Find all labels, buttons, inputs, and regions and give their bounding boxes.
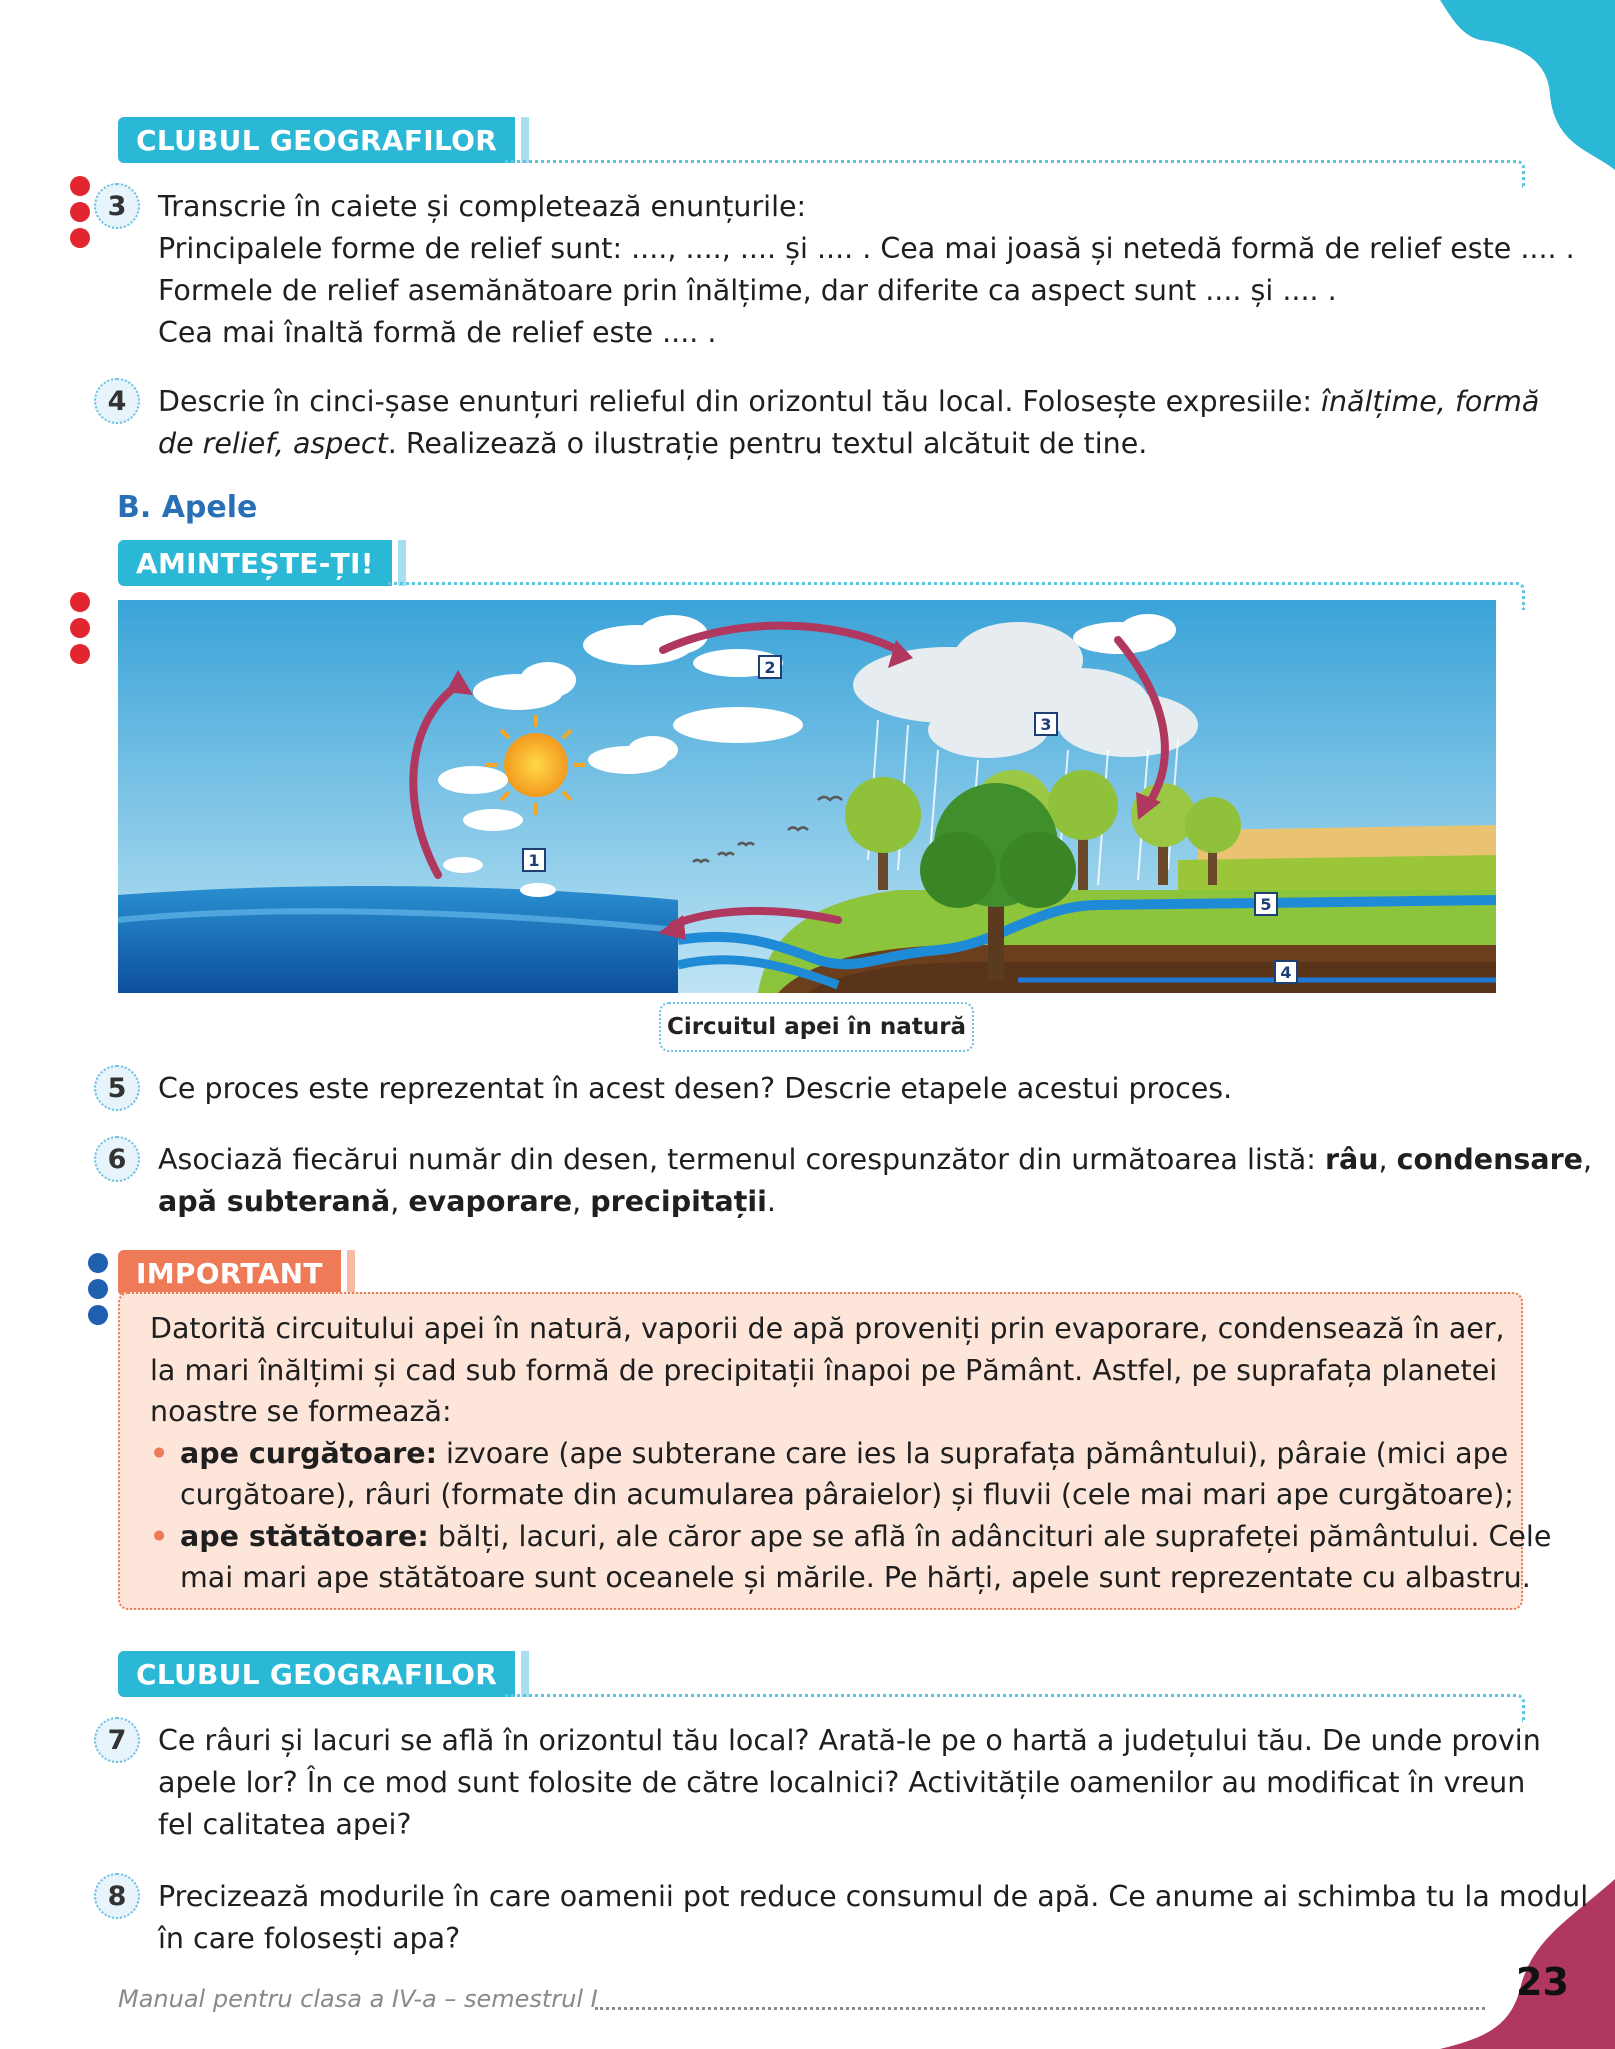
term: apă subterană	[158, 1185, 391, 1218]
important-tag	[118, 1250, 341, 1296]
page-number: 23	[1516, 1960, 1569, 2004]
bullet-text: izvoare (ape subterane care ies la suprafața pământului), pâraie (mici ape	[436, 1436, 1509, 1470]
question-4-italic-terms: de relief, aspect	[158, 427, 388, 460]
important-line: la mari înălțimi și cad sub formă de precipitații înapoi pe Pământ. Astfel, pe suprafața planetei	[150, 1353, 1498, 1387]
water-cycle-illustration	[118, 600, 1496, 993]
bullet-item	[150, 1433, 1514, 1516]
question-7-line: Ce râuri și lacuri se află în orizontul tău local? Arată-le pe o hartă a județului tău. De unde provin	[158, 1724, 1541, 1757]
red-dots-marker	[70, 592, 90, 664]
club-geografilor-tag	[118, 117, 515, 163]
important-label: IMPORTANT	[136, 1256, 323, 1290]
question-number: 8	[94, 1873, 140, 1919]
diagram-label-1: 1	[522, 848, 546, 872]
question-4-text-part: . Realizează o ilustrație pentru textul alcătuit de tine.	[387, 427, 1148, 460]
club-geografilor-label: CLUBUL GEOGRAFILOR	[136, 1657, 498, 1691]
corner-decoration-top	[1440, 0, 1615, 170]
question-6-text-part: Asociază fiecărui număr din desen, termenul corespunzător din următoarea listă:	[158, 1143, 1325, 1176]
dotted-divider	[505, 160, 1525, 188]
footer-dotted-line	[595, 2007, 1485, 2010]
question-3-line: Formele de relief asemănătoare prin înălțime, dar diferite ca aspect sunt .... și .... .	[158, 274, 1337, 307]
question-8-line: Precizează modurile în care oamenii pot reduce consumul de apă. Ce anume ai schimba tu la modul	[158, 1880, 1589, 1913]
question-4-text	[158, 381, 1539, 465]
term: precipitații	[590, 1185, 767, 1218]
footer-title: Manual pentru clasa a IV-a – semestrul I	[118, 1985, 598, 2013]
question-3-line: Principalele forme de relief sunt: ...., ...., .... și .... . Cea mai joasă și netedă formă de relief este .... .	[158, 232, 1575, 265]
aminteste-tag	[118, 540, 392, 586]
bullet-item	[150, 1516, 1552, 1599]
diagram-label-5: 5	[1254, 892, 1278, 916]
question-4-italic-terms: înălțime, formă	[1321, 385, 1540, 418]
important-line: Datorită circuitului apei în natură, vaporii de apă proveniți prin evaporare, condensează în aer,	[150, 1312, 1505, 1345]
bullet-text: mai mari ape stătătoare sunt oceanele și mările. Pe hărți, apele sunt reprezentate cu albastru.	[180, 1561, 1531, 1594]
term: evaporare	[408, 1185, 573, 1218]
water-cycle-drawing	[118, 600, 1496, 993]
term: râu	[1324, 1143, 1379, 1176]
aminteste-label: AMINTEȘTE-ȚI!	[136, 546, 374, 580]
bullet-text: bălți, lacuri, ale căror ape se află în adâncituri ale suprafeței pământului. Cele	[428, 1519, 1552, 1553]
question-6-text	[158, 1139, 1592, 1223]
separator: ,	[1378, 1143, 1397, 1176]
question-number: 3	[94, 183, 140, 229]
term: condensare	[1396, 1143, 1584, 1176]
question-number: 4	[94, 378, 140, 424]
important-box	[118, 1292, 1552, 1610]
important-line: noastre se formează:	[150, 1395, 452, 1428]
blue-dots-marker	[88, 1253, 108, 1325]
diagram-label-2: 2	[758, 655, 782, 679]
bullet-term: ape curgătoare:	[180, 1436, 437, 1470]
illustration-caption: Circuitul apei în natură	[659, 1002, 974, 1052]
question-5-text	[158, 1068, 1232, 1110]
club-geografilor-label: CLUBUL GEOGRAFILOR	[136, 123, 498, 157]
diagram-label-3: 3	[1034, 712, 1058, 736]
question-8-text	[158, 1876, 1588, 1960]
question-number: 7	[94, 1717, 140, 1763]
question-4-text-part: Descrie în cinci-șase enunțuri relieful din orizontul tău local. Folosește expresiile:	[158, 385, 1322, 418]
club-geografilor-tag	[118, 1651, 515, 1697]
question-7-line: fel calitatea apei?	[158, 1808, 412, 1841]
separator: ,	[572, 1185, 591, 1218]
bullet-dot: •	[150, 1519, 169, 1553]
bullet-term: ape stătătoare:	[180, 1519, 429, 1553]
separator: ,	[390, 1185, 409, 1218]
question-8-line: în care folosești apa?	[158, 1922, 461, 1955]
question-3-line: Transcrie în caiete și completează enunțurile:	[158, 190, 807, 223]
end-period: .	[766, 1185, 776, 1218]
separator: ,	[1583, 1143, 1593, 1176]
section-title: B. Apele	[117, 490, 258, 525]
question-7-text	[158, 1720, 1541, 1846]
question-number: 5	[94, 1065, 140, 1111]
dotted-divider	[505, 1694, 1525, 1722]
red-dots-marker	[70, 176, 90, 248]
bullet-text: curgătoare), râuri (formate din acumularea pâraielor) și fluvii (cele mai mari ape curgătoare);	[180, 1478, 1514, 1511]
diagram-label-4: 4	[1274, 960, 1298, 984]
question-3-text	[158, 186, 1575, 354]
question-5-line: Ce proces este reprezentat în acest desen? Descrie etapele acestui proces.	[158, 1072, 1233, 1105]
bullet-dot: •	[150, 1436, 169, 1470]
question-7-line: apele lor? În ce mod sunt folosite de către localnici? Activitățile oamenilor au modificat în vreun	[158, 1766, 1526, 1799]
question-3-line: Cea mai înaltă formă de relief este .... .	[158, 316, 717, 349]
question-number: 6	[94, 1136, 140, 1182]
